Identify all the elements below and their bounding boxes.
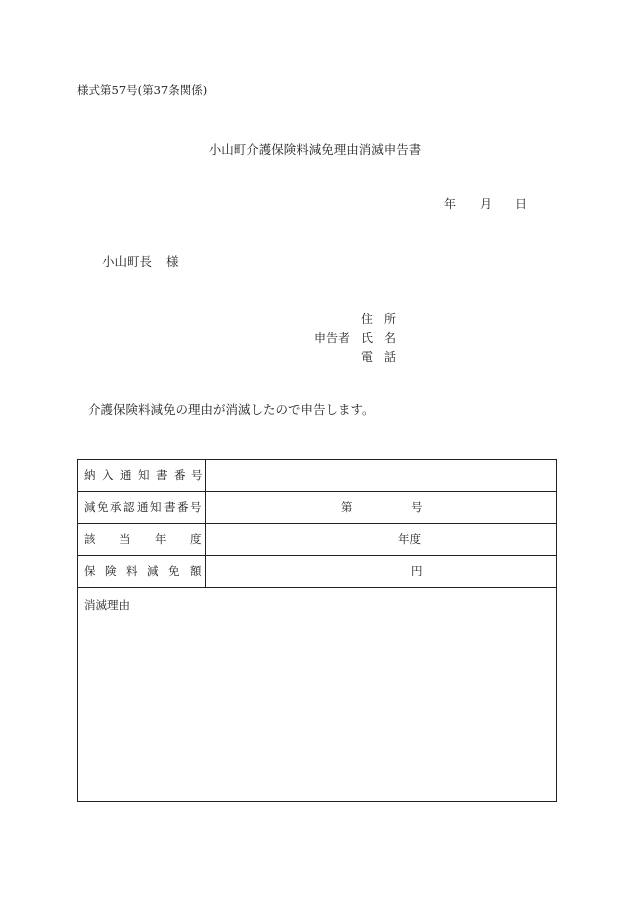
name-label-2: 名 bbox=[384, 331, 397, 345]
label-char: 納 bbox=[84, 468, 96, 482]
label-char: 書 bbox=[164, 500, 176, 514]
label-char: 号 bbox=[190, 500, 202, 514]
label-char: 知 bbox=[150, 500, 162, 514]
row-label bbox=[78, 556, 206, 587]
label-char: 年 bbox=[155, 532, 167, 546]
label-char: 減 bbox=[147, 564, 159, 578]
label-char: 免 bbox=[168, 564, 180, 578]
address-label-1: 住 bbox=[361, 312, 374, 326]
extinction-reason-label: 消滅理由 bbox=[84, 598, 130, 612]
label-char: 険 bbox=[105, 564, 117, 578]
phone-label-2: 話 bbox=[384, 350, 397, 364]
label-char: 度 bbox=[190, 532, 202, 546]
date-month-label: 月 bbox=[480, 197, 493, 211]
date-day-label: 日 bbox=[515, 197, 528, 211]
phone-label-1: 電 bbox=[361, 350, 374, 364]
date-year-label: 年 bbox=[444, 197, 457, 211]
label-char: 減 bbox=[84, 500, 96, 514]
label-char: 通 bbox=[137, 500, 149, 514]
approval-number-suffix: 号 bbox=[411, 500, 423, 514]
declaration-statement: 介護保険料減免の理由が消滅したので申告します。 bbox=[88, 402, 375, 417]
row-label bbox=[78, 524, 206, 555]
label-char: 入 bbox=[102, 468, 114, 482]
name-label-1: 氏 bbox=[361, 331, 374, 345]
row-label bbox=[78, 460, 206, 491]
label-char: 免 bbox=[97, 500, 109, 514]
label-char: 保 bbox=[84, 564, 96, 578]
label-char: 料 bbox=[126, 564, 138, 578]
label-char: 当 bbox=[119, 532, 131, 546]
label-char: 書 bbox=[156, 468, 168, 482]
table-row-notice-number bbox=[78, 460, 556, 492]
fiscal-year-unit: 年度 bbox=[398, 532, 421, 546]
label-char: 該 bbox=[84, 532, 96, 546]
amount-unit: 円 bbox=[411, 564, 423, 578]
declaration-form-table bbox=[77, 459, 557, 802]
label-char: 番 bbox=[174, 468, 186, 482]
form-number: 様式第57号(第37条関係) bbox=[77, 83, 208, 97]
address-label-2: 所 bbox=[384, 312, 397, 326]
table-row-reduction-amount bbox=[78, 556, 556, 588]
label-char: 認 bbox=[123, 500, 135, 514]
label-char: 承 bbox=[110, 500, 122, 514]
approval-number-prefix: 第 bbox=[341, 500, 353, 514]
label-char: 額 bbox=[190, 564, 202, 578]
row-label bbox=[78, 492, 206, 523]
table-row-fiscal-year bbox=[78, 524, 556, 556]
label-char: 通 bbox=[120, 468, 132, 482]
addressee-honorific: 様 bbox=[166, 254, 179, 269]
addressee bbox=[102, 256, 179, 269]
label-char: 知 bbox=[138, 468, 150, 482]
label-char: 号 bbox=[191, 468, 203, 482]
declarant-label: 申告者 bbox=[314, 331, 351, 345]
table-row-approval-number bbox=[78, 492, 556, 524]
document-title: 小山町介護保険料減免理由消滅申告書 bbox=[208, 142, 422, 157]
addressee-name: 小山町長 bbox=[102, 254, 153, 269]
label-char: 番 bbox=[177, 500, 189, 514]
